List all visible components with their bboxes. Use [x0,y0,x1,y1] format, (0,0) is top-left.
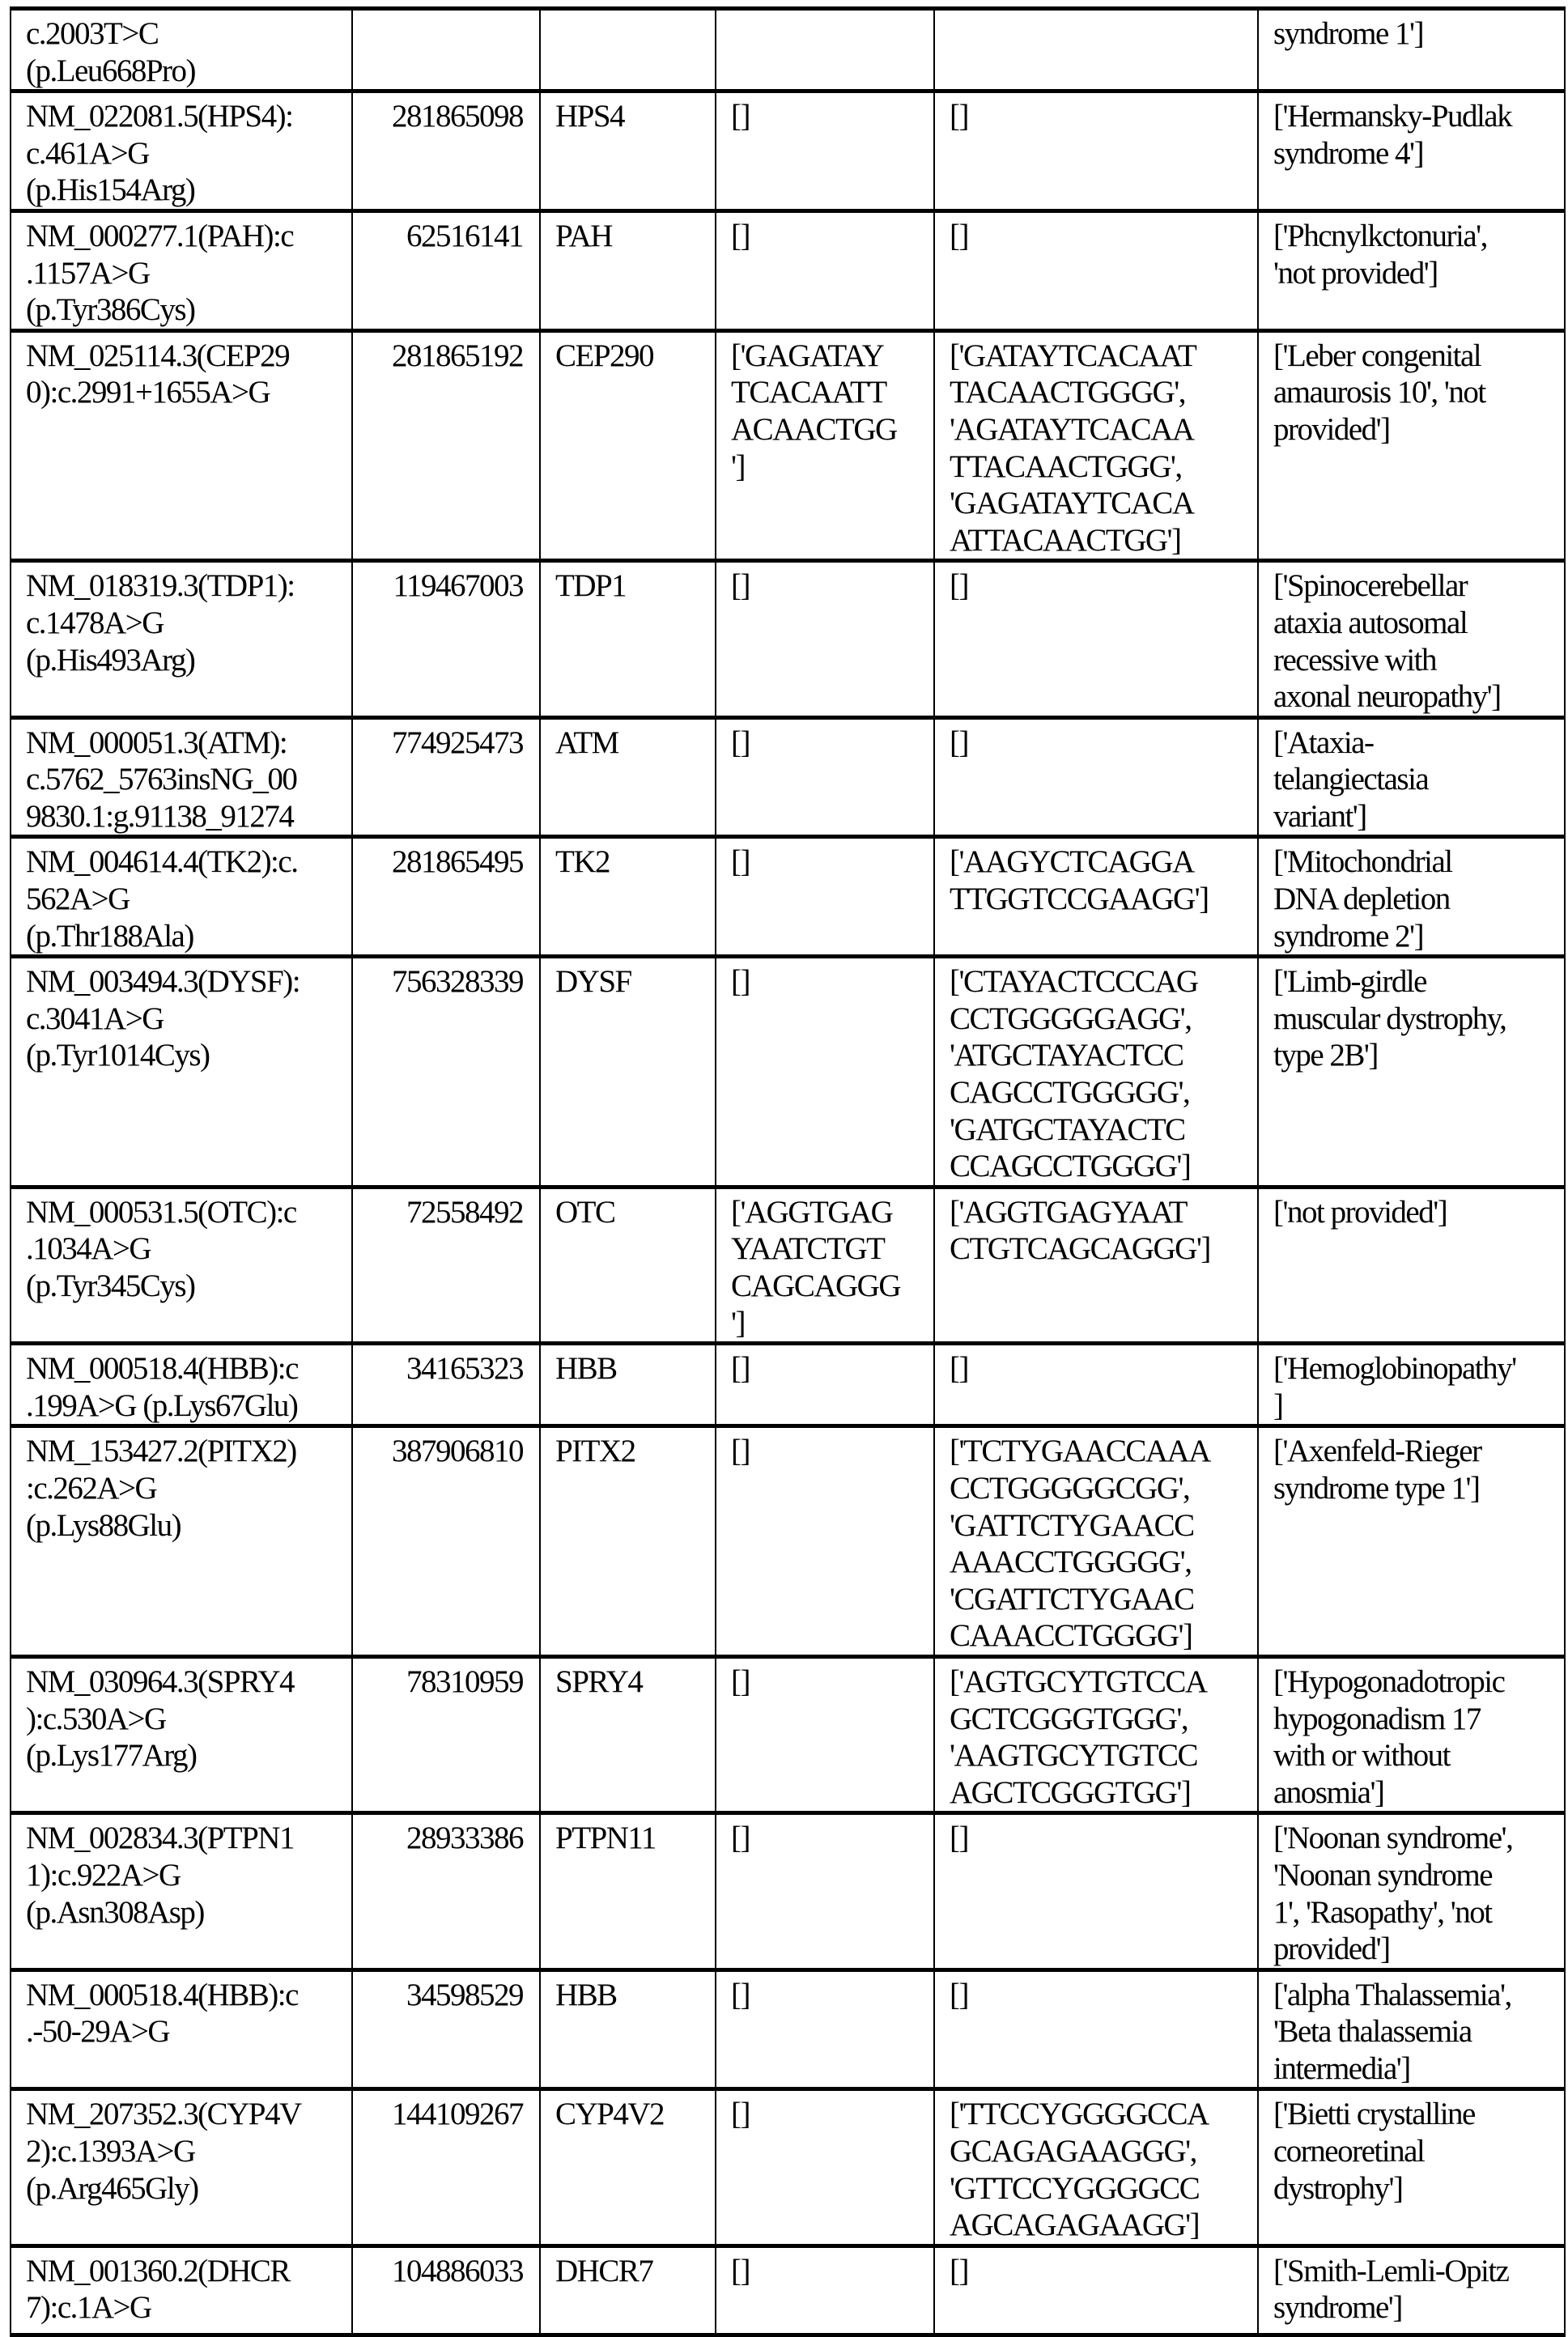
guide-list-a-cell: [] [716,2089,934,2246]
condition-list-cell: ['Ataxia- telangiectasia variant'] [1258,717,1565,837]
gene-symbol-cell: HBB [540,1344,716,1426]
gene-symbol-cell: DYSF [540,957,716,1188]
guide-list-b-cell: [] [934,91,1258,211]
condition-list-cell: ['Hemoglobinopathy' ] [1258,1344,1565,1426]
variant-id-cell: 34165323 [352,1344,540,1426]
variant-name-cell: NM_000531.5(OTC):c .1034A>G (p.Tyr345Cys) [11,1187,352,1343]
table-row [11,2246,1565,2335]
condition-list-cell: ['Bietti crystalline corneoretinal dystrophy'] [1258,2089,1565,2246]
table-row [11,717,1565,837]
variant-name-cell: NM_000518.4(HBB):c .199A>G (p.Lys67Glu) [11,1344,352,1426]
gene-symbol-cell: TK2 [540,837,716,957]
variant-id-cell: 72558492 [352,1187,540,1343]
gene-symbol-cell: HPS4 [540,91,716,211]
condition-list-cell: ['Leber congenital amaurosis 10', 'not provided'] [1258,330,1565,561]
guide-list-b-cell: ['AGTGCYTGTCCA GCTCGGGTGGG', 'AAGTGCYTGTCC AGCTCGGGTGG'] [934,1656,1258,1812]
guide-list-b-cell: [] [934,1344,1258,1426]
guide-list-a-cell: [] [716,1813,934,1969]
variant-id-cell: 78310959 [352,1656,540,1812]
table-row [11,91,1565,211]
gene-symbol-cell: CYP4V2 [540,2089,716,2246]
condition-list-cell: ['Mitochondrial DNA depletion syndrome 2'] [1258,837,1565,957]
table-row [11,2089,1565,2246]
condition-list-cell: ['Phcnylkctonuria', 'not provided'] [1258,210,1565,330]
variant-id-cell: 34598529 [352,1969,540,2089]
table-row [11,330,1565,561]
condition-list-cell: ['Spinocerebellar ataxia autosomal recessive with axonal neuropathy'] [1258,561,1565,717]
guide-list-b-cell: [] [934,561,1258,717]
condition-list-cell: ['Hypogonadotropic hypogonadism 17 with or without anosmia'] [1258,1656,1565,1812]
table-row [11,1426,1565,1657]
gene-symbol-cell: OTC [540,1187,716,1343]
guide-list-b-cell: [] [934,210,1258,330]
variant-name-cell: NM_022081.5(HPS4): c.461A>G (p.His154Arg) [11,91,352,211]
guide-list-a-cell: [] [716,2246,934,2335]
table-row [11,1656,1565,1812]
variant-name-cell: NM_025114.3(CEP29 0):c.2991+1655A>G [11,330,352,561]
variant-id-cell: 774925473 [352,717,540,837]
variant-name-cell: NM_030964.3(SPRY4 ):c.530A>G (p.Lys177Arg) [11,1656,352,1812]
variant-table [10,6,1566,2337]
guide-list-a-cell: [] [716,1344,934,1426]
gene-symbol-cell: PITX2 [540,1426,716,1657]
variant-id-cell: 119467003 [352,561,540,717]
guide-list-b-cell: [] [934,717,1258,837]
variant-name-cell: NM_002834.3(PTPN1 1):c.922A>G (p.Asn308Asp) [11,1813,352,1969]
guide-list-b-cell: ['AGGTGAGYAAT CTGTCAGCAGGG'] [934,1187,1258,1343]
variant-name-cell: NM_000051.3(ATM): c.5762_5763insNG_00 9830.1:g.91138_91274 [11,717,352,837]
guide-list-b-cell: ['TCTYGAACCAAA CCTGGGGGCGG', 'GATTCTYGAACC AAACCTGGGGG', 'CGATTCTYGAAC CAAACCTGGGG'] [934,1426,1258,1657]
guide-list-a-cell: [] [716,1426,934,1657]
guide-list-b-cell: ['TTCCYGGGGCCA GCAGAGAAGGG', 'GTTCCYGGGGCC AGCAGAGAAGG'] [934,2089,1258,2246]
guide-list-a-cell: ['AGGTGAG YAATCTGT CAGCAGGG '] [716,1187,934,1343]
table-row [11,561,1565,717]
condition-list-cell: ['Axenfeld-Rieger syndrome type 1'] [1258,1426,1565,1657]
variant-name-cell: c.2003T>C (p.Leu668Pro) [11,9,352,91]
gene-symbol-cell: HBB [540,1969,716,2089]
guide-list-a-cell: [] [716,1969,934,2089]
condition-list-cell: syndrome 1'] [1258,9,1565,91]
guide-list-b-cell [934,9,1258,91]
variant-name-cell: NM_003494.3(DYSF): c.3041A>G (p.Tyr1014Cys) [11,957,352,1188]
table-row [11,1187,1565,1343]
table-row [11,210,1565,330]
guide-list-b-cell: ['GATAYTCACAAT TACAACTGGGG', 'AGATAYTCACAA TTACAACTGGG', 'GAGATAYTCACA ATTACAACTGG'] [934,330,1258,561]
guide-list-a-cell: [] [716,837,934,957]
guide-list-b-cell: ['CTAYACTCCCAG CCTGGGGGAGG', 'ATGCTAYACTCC CAGCCTGGGGG', 'GATGCTAYACTC CCAGCCTGGGG'] [934,957,1258,1188]
variant-id-cell: 281865098 [352,91,540,211]
guide-list-a-cell: [] [716,1656,934,1812]
gene-symbol-cell [540,9,716,91]
guide-list-b-cell: [] [934,2246,1258,2335]
variant-id-cell: 144109267 [352,2089,540,2246]
variant-name-cell: NM_000518.4(HBB):c .-50-29A>G [11,1969,352,2089]
table-row [11,1813,1565,1969]
variant-name-cell: NM_000277.1(PAH):c .1157A>G (p.Tyr386Cys) [11,210,352,330]
variant-id-cell: 387906810 [352,1426,540,1657]
guide-list-a-cell: [] [716,91,934,211]
table-row [11,957,1565,1188]
variant-table-body [11,9,1565,2335]
variant-name-cell: NM_004614.4(TK2):c. 562A>G (p.Thr188Ala) [11,837,352,957]
table-row [11,1344,1565,1426]
variant-id-cell [352,9,540,91]
variant-id-cell: 756328339 [352,957,540,1188]
condition-list-cell: ['alpha Thalassemia', 'Beta thalassemia intermedia'] [1258,1969,1565,2089]
guide-list-a-cell: [] [716,561,934,717]
guide-list-a-cell: [] [716,957,934,1188]
table-row [11,1969,1565,2089]
variant-id-cell: 62516141 [352,210,540,330]
gene-symbol-cell: ATM [540,717,716,837]
variant-name-cell: NM_001360.2(DHCR 7):c.1A>G [11,2246,352,2335]
guide-list-a-cell: ['GAGATAY TCACAATT ACAACTGG '] [716,330,934,561]
variant-id-cell: 281865192 [352,330,540,561]
guide-list-a-cell: [] [716,210,934,330]
variant-name-cell: NM_207352.3(CYP4V 2):c.1393A>G (p.Arg465Gly) [11,2089,352,2246]
variant-name-cell: NM_018319.3(TDP1): c.1478A>G (p.His493Arg) [11,561,352,717]
variant-id-cell: 104886033 [352,2246,540,2335]
gene-symbol-cell: SPRY4 [540,1656,716,1812]
guide-list-b-cell: [] [934,1969,1258,2089]
table-row [11,9,1565,91]
gene-symbol-cell: TDP1 [540,561,716,717]
table-row [11,837,1565,957]
guide-list-b-cell: ['AAGYCTCAGGA TTGGTCCGAAGG'] [934,837,1258,957]
variant-id-cell: 28933386 [352,1813,540,1969]
variant-id-cell: 281865495 [352,837,540,957]
gene-symbol-cell: CEP290 [540,330,716,561]
condition-list-cell: ['Smith-Lemli-Opitz syndrome'] [1258,2246,1565,2335]
condition-list-cell: ['Hermansky-Pudlak syndrome 4'] [1258,91,1565,211]
guide-list-b-cell: [] [934,1813,1258,1969]
condition-list-cell: ['Limb-girdle muscular dystrophy, type 2B'] [1258,957,1565,1188]
guide-list-a-cell: [] [716,717,934,837]
condition-list-cell: ['Noonan syndrome', 'Noonan syndrome 1', 'Rasopathy', 'not provided'] [1258,1813,1565,1969]
variant-name-cell: NM_153427.2(PITX2) :c.262A>G (p.Lys88Glu) [11,1426,352,1657]
gene-symbol-cell: DHCR7 [540,2246,716,2335]
gene-symbol-cell: PTPN11 [540,1813,716,1969]
gene-symbol-cell: PAH [540,210,716,330]
guide-list-a-cell [716,9,934,91]
condition-list-cell: ['not provided'] [1258,1187,1565,1343]
